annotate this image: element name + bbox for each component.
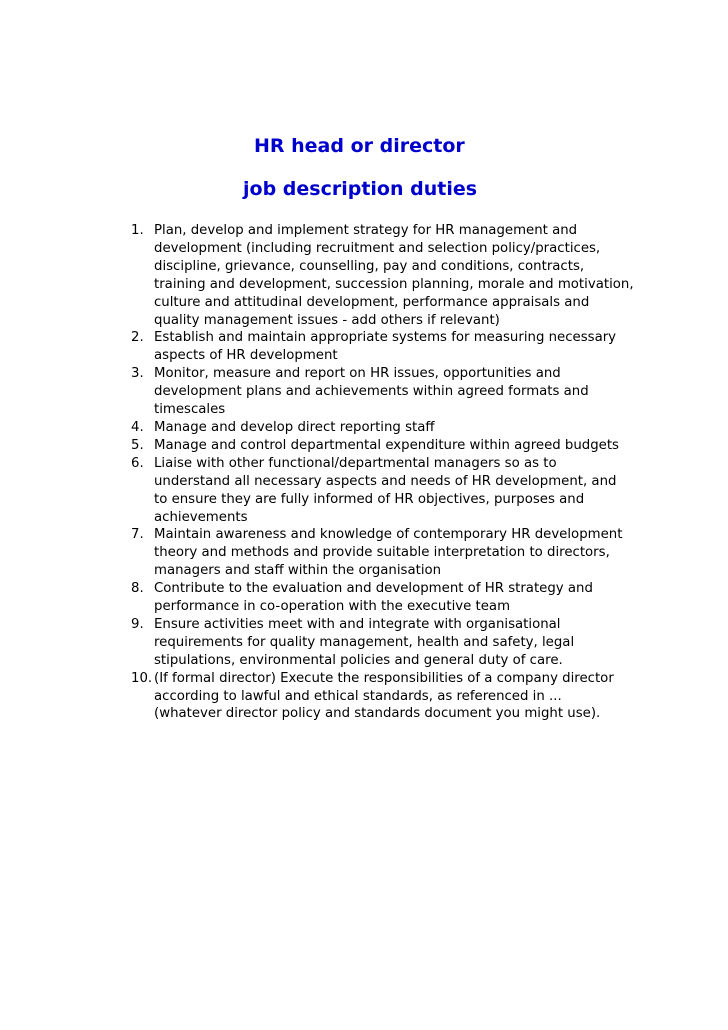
duty-text-line: Maintain awareness and knowledge of contemporary HR development (154, 527, 623, 543)
duty-number: 7. (131, 527, 144, 543)
duty-text-line: according to lawful and ethical standards, as referenced in ... (154, 688, 562, 704)
duty-text-line: Contribute to the evaluation and development of HR strategy and (154, 581, 593, 597)
duty-text-line: (whatever director policy and standards document you might use). (154, 706, 601, 722)
document-title: HR head or director (254, 135, 465, 157)
duty-text-line: theory and methods and provide suitable interpretation to directors, (154, 545, 610, 561)
duty-text-line: Manage and control departmental expenditure within agreed budgets (154, 437, 619, 453)
duty-number: 3. (131, 366, 144, 382)
duty-text-line: achievements (154, 509, 248, 525)
duty-text-line: timescales (154, 402, 226, 418)
duty-number: 4. (131, 419, 144, 435)
duty-text-line: understand all necessary aspects and needs of HR development, and (154, 473, 617, 489)
duties-list (131, 222, 634, 723)
duty-number: 5. (131, 437, 144, 453)
duty-text (154, 329, 631, 365)
duty-text (154, 365, 631, 419)
duty-item (131, 616, 631, 670)
duty-item (131, 329, 631, 365)
duty-text-line: requirements for quality management, health and safety, legal (154, 634, 575, 650)
duty-text-line: to ensure they are fully informed of HR objectives, purposes and (154, 491, 585, 507)
duty-text-line: development plans and achievements within agreed formats and (154, 384, 589, 400)
document-subtitle: job description duties (243, 178, 478, 200)
duty-text (154, 670, 631, 724)
duty-text-line: quality management issues - add others if relevant) (154, 312, 500, 328)
duty-item (131, 437, 631, 455)
duty-text (154, 455, 631, 527)
duty-text-line: Establish and maintain appropriate systems for measuring necessary (154, 330, 617, 346)
duty-text-line: aspects of HR development (154, 348, 338, 364)
duty-text-line: (If formal director) Execute the responsibilities of a company director (154, 670, 614, 686)
duty-item (131, 526, 631, 580)
duty-number: 8. (131, 581, 144, 597)
duty-text-line: Plan, develop and implement strategy for HR management and (154, 223, 578, 238)
duty-text (154, 580, 631, 616)
duty-number: 1. (131, 223, 144, 238)
duty-item (131, 670, 631, 724)
duty-text (154, 419, 631, 437)
duty-text (154, 437, 631, 455)
duty-text-line: development (including recruitment and selection policy/practices, (154, 240, 601, 256)
duty-text-line: discipline, grievance, counselling, pay and conditions, contracts, (154, 258, 585, 274)
duty-text-line: managers and staff within the organisation (154, 563, 442, 579)
duty-text (154, 616, 631, 670)
duty-text-line: Manage and develop direct reporting staff (154, 419, 435, 435)
duty-item (131, 455, 631, 527)
duty-item (131, 419, 631, 437)
duty-item (131, 365, 631, 419)
duty-text-line: Ensure activities meet with and integrate with organisational (154, 616, 561, 632)
duty-text-line: stipulations, environmental policies and general duty of care. (154, 652, 563, 668)
duty-number: 6. (131, 455, 144, 471)
duty-text (154, 222, 634, 329)
duty-text-line: Liaise with other functional/departmental managers so as to (154, 455, 557, 471)
duty-text-line: culture and attitudinal development, performance appraisals and (154, 294, 590, 310)
duty-text-line: Monitor, measure and report on HR issues, opportunities and (154, 366, 561, 382)
duty-number: 2. (131, 330, 144, 346)
duty-number: 9. (131, 616, 144, 632)
duty-text-line: training and development, succession planning, morale and motivation, (154, 276, 634, 292)
duty-text-line: performance in co-operation with the executive team (154, 599, 511, 615)
duty-item (131, 580, 631, 616)
duty-item (131, 222, 634, 329)
duty-number: 10. (131, 670, 153, 686)
duty-text (154, 526, 631, 580)
